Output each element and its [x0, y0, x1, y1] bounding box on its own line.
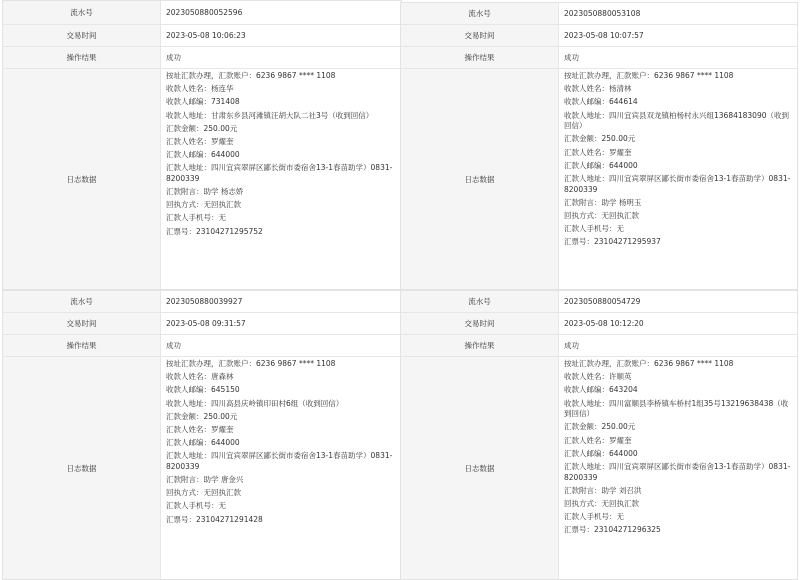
result-label: 操作结果: [401, 335, 559, 356]
result-value: 成功: [564, 53, 579, 62]
log-line: 汇款人邮编：644000: [166, 438, 240, 448]
log-line: 收款人姓名：杨连华: [166, 84, 234, 94]
serial-label: 流水号: [3, 291, 161, 312]
log-line: 汇款人姓名：罗燿奎: [564, 435, 632, 445]
log-line: 按址汇款办理，汇款账户：6236 9867 **** 1108: [166, 359, 336, 368]
log-line: 汇票号：23104271296325: [564, 525, 661, 535]
result-row: [3, 47, 401, 69]
log-line: 收款人姓名：杨清林: [564, 84, 632, 94]
result-row: [3, 335, 401, 357]
log-line: 汇款人地址：四川宜宾翠屏区鄙长街市委宿舍13-1春苗助学）0831-8200339: [166, 163, 393, 183]
time-label: 交易时间: [401, 25, 559, 46]
serial-label: 流水号: [401, 291, 559, 312]
log-line: 收款人姓名：许顺英: [564, 372, 632, 382]
serial-row: [401, 291, 797, 313]
log-line: 汇款人姓名：罗燿奎: [564, 147, 632, 157]
log-line: 汇款人邮编：644000: [564, 448, 638, 458]
serial-row: [3, 1, 401, 25]
log-line: 汇款附言：助学 唐金兴: [166, 475, 244, 485]
log-line: 汇款人手机号：无: [166, 501, 226, 511]
log-content: [559, 357, 797, 579]
log-line: 汇款人手机号：无: [564, 512, 624, 522]
time-value: 2023-05-08 10:06:23: [166, 31, 246, 40]
time-value: 2023-05-08 10:07:57: [564, 31, 644, 40]
log-line: 收款人邮编：731408: [166, 97, 240, 107]
log-line: 回执方式：无回执汇款: [564, 210, 639, 220]
log-label: 日志数据: [401, 357, 559, 579]
log-label: 日志数据: [3, 357, 161, 579]
log-line: 收款人地址：四川宜宾县双龙镇柏杨村永兴组13684183090（收到回信）: [564, 110, 789, 131]
log-line: 汇款人邮编：644000: [166, 150, 240, 160]
result-label: 操作结果: [3, 335, 161, 356]
log-line: 汇款金额：250.00元: [564, 422, 636, 432]
log-row: [401, 69, 797, 289]
log-line: 汇款人邮编：644000: [564, 160, 638, 170]
log-line: 汇款附言：助学 杨志娇: [166, 187, 244, 197]
log-line: 收款人地址：四川富顺县李桥镇车桥村1组35号13219638438（收到回信）: [564, 398, 789, 419]
log-row: [3, 357, 401, 579]
record-card-4: [400, 290, 798, 580]
time-label: 交易时间: [3, 25, 161, 46]
time-row: [3, 25, 401, 47]
log-line: 收款人邮编：643204: [564, 385, 638, 395]
log-line: 回执方式：无回执汇款: [166, 488, 241, 498]
time-label: 交易时间: [401, 313, 559, 334]
log-line: 收款人邮编：645150: [166, 385, 240, 395]
serial-label: 流水号: [401, 3, 559, 24]
log-line: 汇款人手机号：无: [166, 213, 226, 223]
result-row: [401, 335, 797, 357]
serial-value: 2023050880039927: [166, 297, 243, 306]
log-line: 按址汇款办理，汇款账户：6236 9867 **** 1108: [564, 359, 734, 368]
time-label: 交易时间: [3, 313, 161, 334]
log-line: 汇款人姓名：罗燿奎: [166, 424, 234, 434]
log-line: 按址汇款办理，汇款账户：6236 9867 **** 1108: [564, 71, 734, 80]
serial-label: 流水号: [3, 1, 161, 24]
log-line: 收款人邮编：644614: [564, 97, 638, 107]
log-line: 汇票号：23104271291428: [166, 514, 263, 524]
serial-row: [401, 3, 797, 25]
log-line: 按址汇款办理，汇款账户：6236 9867 **** 1108: [166, 71, 336, 80]
result-label: 操作结果: [3, 47, 161, 68]
log-row: [3, 69, 401, 289]
time-value: 2023-05-08 10:12:20: [564, 319, 644, 328]
log-line: 汇款附言：助学 刘召洪: [564, 485, 642, 495]
serial-value: 2023050880052596: [166, 8, 243, 17]
log-line: 汇款金额：250.00元: [166, 411, 238, 421]
log-content: [559, 69, 797, 289]
log-row: [401, 357, 797, 579]
time-value: 2023-05-08 09:31:57: [166, 319, 246, 328]
result-value: 成功: [564, 341, 579, 350]
record-card-2: [400, 2, 798, 290]
serial-row: [3, 291, 401, 313]
log-line: 汇票号：23104271295937: [564, 237, 661, 247]
result-row: [401, 47, 797, 69]
log-label: 日志数据: [401, 69, 559, 289]
log-line: 收款人地址：甘肃东乡县河滩镇汪胡大队二社3号（收到回信）: [166, 110, 374, 120]
time-row: [401, 25, 797, 47]
log-line: 回执方式：无回执汇款: [564, 498, 639, 508]
serial-value: 2023050880054729: [564, 297, 641, 306]
record-card-3: [2, 290, 402, 580]
log-line: 汇款金额：250.00元: [166, 123, 238, 133]
log-line: 回执方式：无回执汇款: [166, 200, 241, 210]
log-label: 日志数据: [3, 69, 161, 289]
result-label: 操作结果: [401, 47, 559, 68]
log-line: 汇款人地址：四川宜宾翠屏区鄙长街市委宿舍13-1春苗助学）0831-8200339: [564, 173, 791, 194]
result-value: 成功: [166, 53, 181, 62]
log-line: 汇款附言：助学 杨明玉: [564, 197, 642, 207]
log-line: 汇款人地址：四川宜宾翠屏区鄙长街市委宿舍13-1春苗助学）0831-8200339: [166, 451, 393, 471]
serial-value: 2023050880053108: [564, 9, 641, 18]
log-content: [161, 69, 401, 289]
log-line: 汇款人手机号：无: [564, 224, 624, 234]
time-row: [401, 313, 797, 335]
log-line: 收款人地址：四川高县庆岭镇印田村6组（收到回信）: [166, 398, 344, 408]
log-line: 收款人姓名：唐森林: [166, 372, 234, 382]
result-value: 成功: [166, 341, 181, 350]
log-line: 汇款人地址：四川宜宾翠屏区鄙长街市委宿舍13-1春苗助学）0831-8200339: [564, 461, 791, 482]
log-line: 汇票号：23104271295752: [166, 226, 263, 236]
log-line: 汇款金额：250.00元: [564, 134, 636, 144]
log-line: 汇款人姓名：罗燿奎: [166, 136, 234, 146]
record-card-1: [2, 0, 402, 290]
time-row: [3, 313, 401, 335]
log-content: [161, 357, 401, 579]
